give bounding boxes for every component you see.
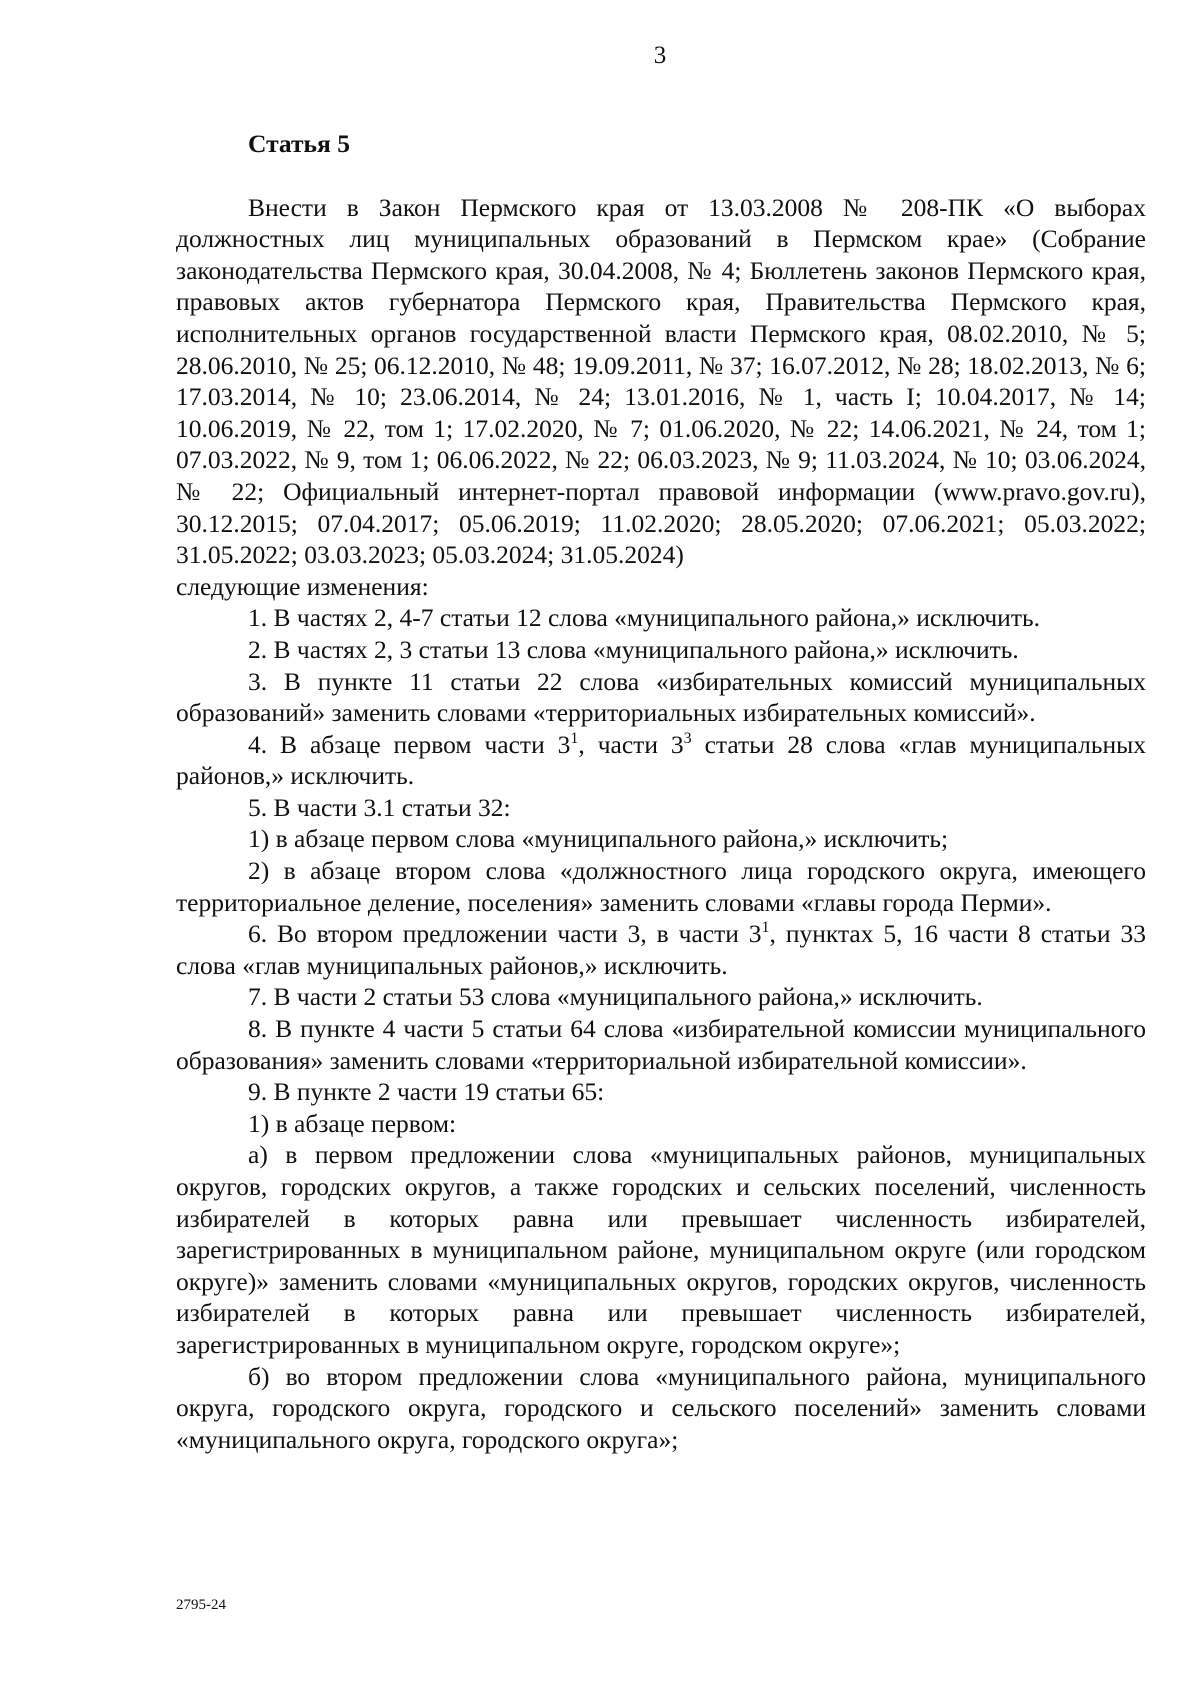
list-item-2: 2. В частях 2, 3 статьи 13 слова «муниципального района,» исключить. — [248, 634, 1019, 664]
article-body — [176, 128, 1146, 1455]
list-item-3: 3. В пункте 11 статьи 22 слова «избирательных комиссий муниципальных образований» заменить словами «территориальных избирательных комиссий». — [176, 666, 1146, 728]
list-item-5: 5. В части 3.1 статьи 32: — [248, 792, 511, 822]
page-number: 3 — [653, 42, 667, 69]
list-item-9: 9. В пункте 2 части 19 статьи 65: — [248, 1077, 605, 1107]
sub-item-9-1: 1) в абзаце первом: — [248, 1108, 457, 1138]
article-title: Статья 5 — [248, 129, 350, 158]
document-code: 2795-24 — [176, 1597, 226, 1613]
list-item-1: 1. В частях 2, 4-7 статьи 12 слова «муниципального района,» исключить. — [248, 603, 1040, 633]
list-item-7: 7. В части 2 статьи 53 слова «муниципального района,» исключить. — [248, 982, 983, 1012]
sub-item-9-1-a: а) в первом предложении слова «муниципальных районов, муниципальных округов, городских округов, а также городских и сельских поселений, численность избирателей в которых равна или превышает численность избирателей, зарегистрированных в муниципальном районе, муниципальном округе (или городском округе)» заменить словами «муниципальных округов, городских округов, численность избирателей в которых равна или превышает численность избирателей, зарегистрированных в муниципальном округе, городском округе»; — [176, 1140, 1146, 1359]
list-item-6-part-b: , пунктах 5, 16 части 8 статьи 33 слова «глав муниципальных районов,» исключить. — [176, 919, 1146, 980]
superscript: 1 — [570, 729, 579, 747]
list-item-4-part-c: статьи 28 слова «глав муниципальных районов,» исключить. — [176, 729, 1146, 791]
sub-item-5-1: 1) в абзаце первом слова «муниципального района,» исключить; — [248, 824, 949, 854]
paragraph-changes-lead: следующие изменения: — [176, 571, 429, 601]
list-item-8: 8. В пункте 4 части 5 статьи 64 слова «избирательной комиссии муниципального образования» заменить словами «территориальной избирательной комиссии». — [176, 1014, 1146, 1075]
sub-item-5-2: 2) в абзаце втором слова «должностного лица городского округа, имеющего территориальное деление, поселения» заменить словами «главы города Перми». — [176, 856, 1146, 917]
paragraph-intro: Внести в Закон Пермского края от 13.03.2008 № 208-ПК «О выборах должностных лиц муниципальных образований в Пермском крае» (Собрание законодательства Пермского края, 30.04.2008, № 4; Бюллетень законов Пермского края, правовых актов губернатора Пермского края, Правительства Пермского края, исполнительных органов государственной власти Пермского края, 08.02.2010, № 5; 28.06.2010, № 25; 06.12.2010, № 48; 19.09.2011, № 37; 16.07.2012, № 28; 18.02.2013, № 6; 17.03.2014, № 10; 23.06.2014, № 24; 13.01.2016, № 1, часть I; 10.04.2017, № 14; 10.06.2019, № 22, том 1; 17.02.2020, № 7; 01.06.2020, № 22; 14.06.2021, № 24, том 1; 07.03.2022, № 9, том 1; 06.06.2022, № 22; 06.03.2023, № 9; 11.03.2024, № 10; 03.06.2024, № 22; Официальный интернет-портал правовой информации (www.pravo.gov.ru), 30.12.2015; 07.04.2017; 05.06.2019; 11.02.2020; 28.05.2020; 07.06.2021; 05.03.2022; 31.05.2022; 03.03.2023; 05.03.2024; 31.05.2024) — [176, 192, 1146, 570]
superscript: 1 — [761, 919, 770, 937]
list-item-4 — [176, 729, 1146, 792]
list-item-6-part-a: 6. Во втором предложении части 3, в части 3 — [248, 919, 762, 949]
list-item-4-part-a: 4. В абзаце первом части 3 — [248, 729, 571, 759]
sub-item-9-1-b: б) во втором предложении слова «муниципального района, муниципального округа, городского округа, городского и сельского поселений» заменить словами «муниципального округа, городского округа»; — [176, 1361, 1146, 1454]
superscript: 3 — [683, 729, 692, 747]
list-item-6 — [176, 918, 1146, 981]
list-item-4-part-b: , части 3 — [578, 729, 684, 759]
